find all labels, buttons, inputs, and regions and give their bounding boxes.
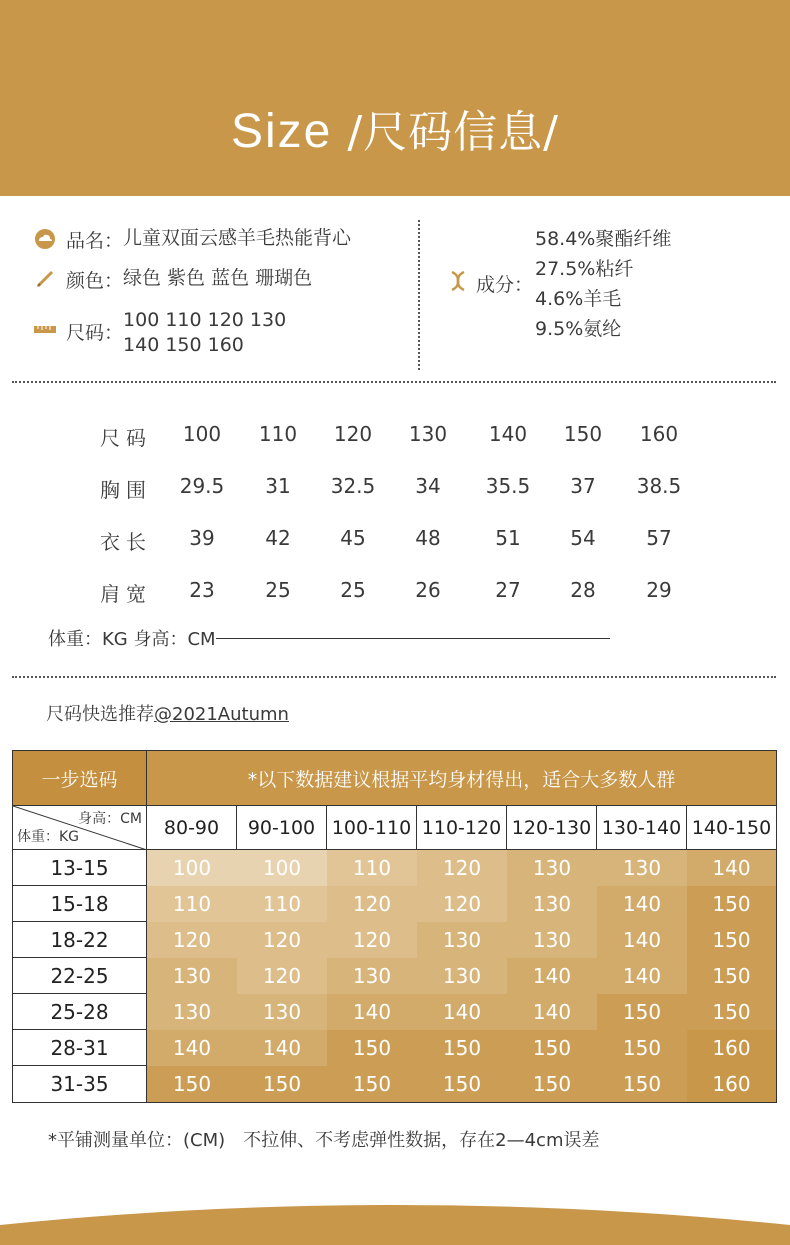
weight-range-header: 15-18 xyxy=(13,886,147,922)
section-divider xyxy=(12,676,776,678)
composition-item: 27.5%粘纤 xyxy=(535,258,634,280)
color-label: 颜色： xyxy=(66,270,124,292)
recommended-size-cell: 140 xyxy=(327,994,417,1030)
recommended-size-cell: 140 xyxy=(597,958,687,994)
measure-cell: 51 xyxy=(495,526,521,550)
recommended-size-cell: 110 xyxy=(327,850,417,886)
recommended-size-cell: 150 xyxy=(687,886,776,922)
measure-cell: 160 xyxy=(639,422,679,446)
height-range-header: 110-120 xyxy=(417,806,507,850)
recommended-size-cell: 110 xyxy=(147,886,237,922)
recommended-size-cell: 120 xyxy=(237,922,327,958)
measure-cell: 23 xyxy=(189,578,215,602)
recommended-size-cell: 100 xyxy=(147,850,237,886)
weight-range-header: 31-35 xyxy=(13,1066,147,1102)
measure-cell: 28 xyxy=(570,578,596,602)
recommended-size-cell: 140 xyxy=(237,1030,327,1066)
size-value: 100 110 120 130 140 150 160 xyxy=(123,309,287,356)
recommended-size-cell: 150 xyxy=(327,1030,417,1066)
recommended-size-cell: 150 xyxy=(417,1066,507,1102)
height-range-header: 90-100 xyxy=(237,806,327,850)
measure-cell: 120 xyxy=(333,422,373,446)
product-name-value: 儿童双面云感羊毛热能背心 xyxy=(123,227,352,249)
recommended-size-cell: 120 xyxy=(417,886,507,922)
height-range-header: 140-150 xyxy=(687,806,776,850)
table-corner xyxy=(13,806,147,850)
measure-cell: 29 xyxy=(646,578,672,602)
measure-row-header: 肩宽 xyxy=(100,582,152,606)
height-range-header: 120-130 xyxy=(507,806,597,850)
recommended-size-cell: 150 xyxy=(597,1066,687,1102)
size-label: 尺码： xyxy=(66,322,124,344)
composition-item: 9.5%氨纶 xyxy=(535,318,622,340)
quick-select-season: @2021Autumn xyxy=(154,704,289,725)
recommended-size-cell: 150 xyxy=(687,958,776,994)
measure-row-header: 胸围 xyxy=(100,478,152,502)
weight-height-label: 体重：KG 身高：CM xyxy=(48,629,216,650)
recommended-size-cell: 130 xyxy=(597,850,687,886)
measure-cell: 48 xyxy=(415,526,441,550)
bottom-decoration xyxy=(0,1195,790,1245)
product-name-label: 品名： xyxy=(66,230,124,252)
measure-cell: 130 xyxy=(408,422,448,446)
size-row xyxy=(34,308,286,358)
recommended-size-cell: 140 xyxy=(687,850,776,886)
quick-select-prefix: 尺码快选推荐 xyxy=(46,704,154,725)
table-note-header: *以下数据建议根据平均身材得出，适合大多数人群 xyxy=(147,751,776,806)
cloud-badge-icon xyxy=(34,228,56,250)
title-en: Size xyxy=(230,105,333,158)
title-cn: /尺码信息/ xyxy=(347,107,560,158)
recommended-size-cell: 160 xyxy=(687,1030,776,1066)
dna-icon xyxy=(448,270,468,292)
measure-cell: 25 xyxy=(265,578,291,602)
recommended-size-cell: 140 xyxy=(597,886,687,922)
recommended-size-cell: 150 xyxy=(147,1066,237,1102)
weight-range-header: 13-15 xyxy=(13,850,147,886)
measure-cell: 45 xyxy=(340,526,366,550)
info-divider xyxy=(418,220,420,370)
measure-cell: 150 xyxy=(563,422,603,446)
composition-label: 成分： xyxy=(476,274,534,296)
step-select-header: 一步选码 xyxy=(13,751,147,806)
weight-height-line xyxy=(216,638,610,639)
recommended-size-cell: 130 xyxy=(327,958,417,994)
recommended-size-cell: 130 xyxy=(417,922,507,958)
recommended-size-cell: 140 xyxy=(507,994,597,1030)
recommended-size-cell: 140 xyxy=(597,922,687,958)
measure-row-header: 尺码 xyxy=(100,426,152,450)
product-name-row xyxy=(34,226,351,253)
recommended-size-cell: 130 xyxy=(507,886,597,922)
corner-height-label: 身高：CM xyxy=(78,811,142,827)
measure-cell: 29.5 xyxy=(179,474,225,498)
ruler-icon xyxy=(34,318,56,340)
measure-cell: 37 xyxy=(570,474,596,498)
measure-row-header: 衣长 xyxy=(100,530,152,554)
measure-cell: 35.5 xyxy=(485,474,531,498)
height-range-header: 130-140 xyxy=(597,806,687,850)
height-range-header: 100-110 xyxy=(327,806,417,850)
color-value: 绿色 紫色 蓝色 珊瑚色 xyxy=(123,267,313,289)
color-row xyxy=(34,266,312,293)
measure-cell: 42 xyxy=(265,526,291,550)
recommended-size-cell: 150 xyxy=(507,1066,597,1102)
quick-select-title xyxy=(46,700,289,726)
recommended-size-cell: 150 xyxy=(327,1066,417,1102)
recommended-size-cell: 140 xyxy=(507,958,597,994)
recommended-size-cell: 150 xyxy=(597,1030,687,1066)
section-divider xyxy=(12,381,776,383)
recommended-size-cell: 150 xyxy=(507,1030,597,1066)
measure-cell: 140 xyxy=(488,422,528,446)
recommended-size-cell: 120 xyxy=(327,922,417,958)
recommended-size-cell: 160 xyxy=(687,1066,776,1102)
measure-cell: 26 xyxy=(415,578,441,602)
measure-cell: 32.5 xyxy=(330,474,376,498)
measure-cell: 38.5 xyxy=(636,474,682,498)
recommended-size-cell: 120 xyxy=(417,850,507,886)
measure-cell: 27 xyxy=(495,578,521,602)
weight-range-header: 28-31 xyxy=(13,1030,147,1066)
recommended-size-cell: 120 xyxy=(237,958,327,994)
measure-cell: 57 xyxy=(646,526,672,550)
weight-range-header: 22-25 xyxy=(13,958,147,994)
recommended-size-cell: 140 xyxy=(147,1030,237,1066)
recommended-size-cell: 130 xyxy=(147,994,237,1030)
weight-range-header: 25-28 xyxy=(13,994,147,1030)
height-range-header: 80-90 xyxy=(147,806,237,850)
recommended-size-cell: 130 xyxy=(147,958,237,994)
recommended-size-cell: 150 xyxy=(417,1030,507,1066)
recommended-size-cell: 140 xyxy=(417,994,507,1030)
recommended-size-cell: 150 xyxy=(687,994,776,1030)
pencil-icon xyxy=(34,268,56,290)
measure-cell: 25 xyxy=(340,578,366,602)
measure-cell: 54 xyxy=(570,526,596,550)
composition-item: 58.4%聚酯纤维 xyxy=(535,228,672,250)
measure-cell: 110 xyxy=(258,422,298,446)
measure-cell: 31 xyxy=(265,474,291,498)
size-recommendation-table xyxy=(12,750,777,1103)
recommended-size-cell: 120 xyxy=(147,922,237,958)
corner-weight-label: 体重：KG xyxy=(17,829,80,845)
recommended-size-cell: 130 xyxy=(417,958,507,994)
footnote: *平铺测量单位：(CM) 不拉伸、不考虑弹性数据，存在2—4cm误差 xyxy=(48,1130,600,1151)
recommended-size-cell: 100 xyxy=(237,850,327,886)
recommended-size-cell: 110 xyxy=(237,886,327,922)
measure-cell: 39 xyxy=(189,526,215,550)
weight-range-header: 18-22 xyxy=(13,922,147,958)
composition-list xyxy=(535,224,671,344)
recommended-size-cell: 130 xyxy=(507,850,597,886)
recommended-size-cell: 130 xyxy=(507,922,597,958)
recommended-size-cell: 150 xyxy=(597,994,687,1030)
recommended-size-cell: 130 xyxy=(237,994,327,1030)
page-title xyxy=(0,96,790,160)
recommended-size-cell: 120 xyxy=(327,886,417,922)
composition-item: 4.6%羊毛 xyxy=(535,288,622,310)
measure-cell: 34 xyxy=(415,474,441,498)
recommended-size-cell: 150 xyxy=(687,922,776,958)
recommended-size-cell: 150 xyxy=(237,1066,327,1102)
measure-cell: 100 xyxy=(182,422,222,446)
header-banner xyxy=(0,0,790,196)
